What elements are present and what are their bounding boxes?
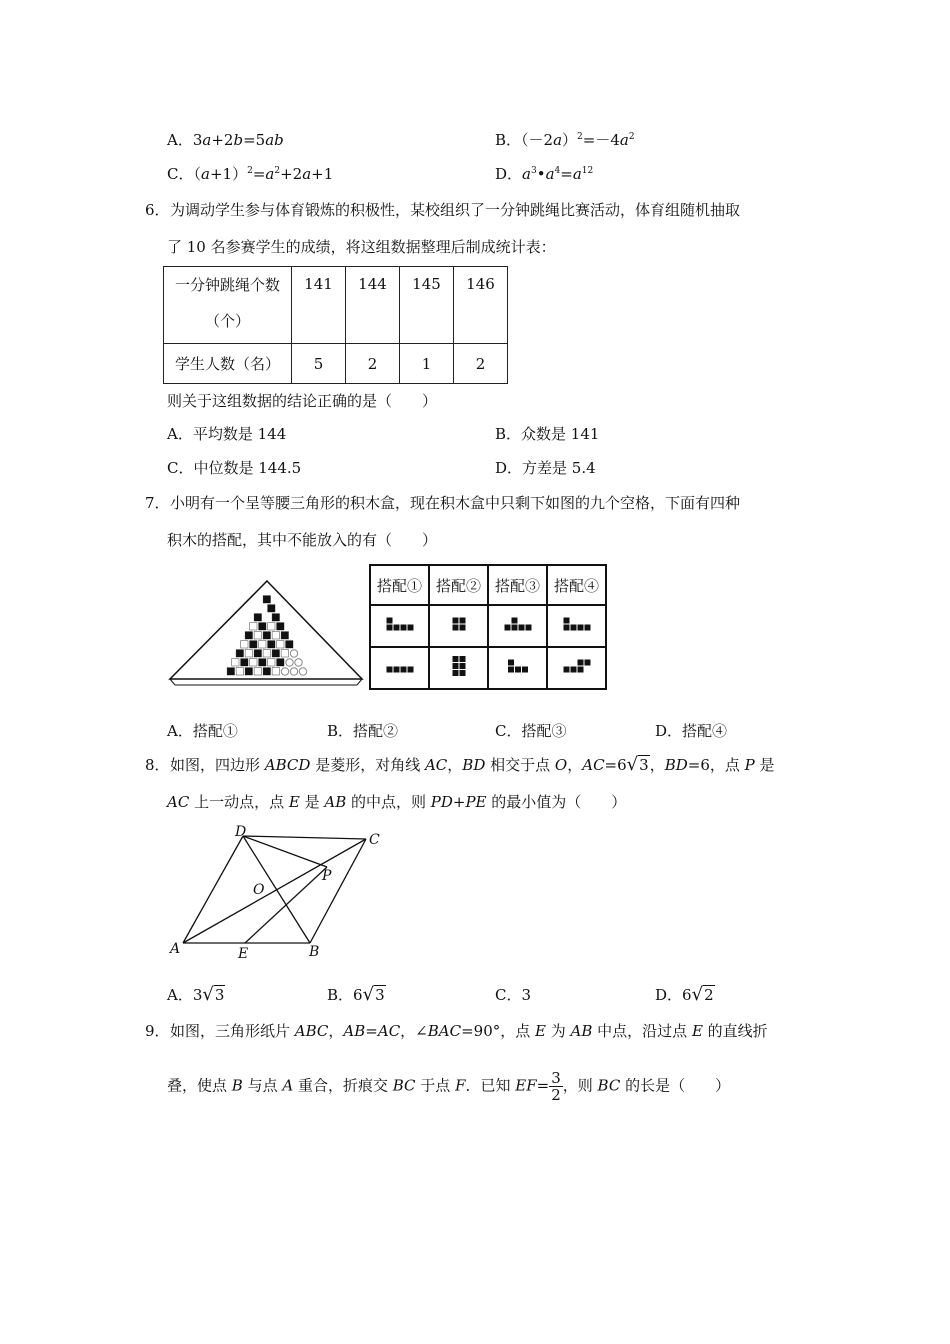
- pairing-3-piece-b: [488, 647, 547, 689]
- label-b: B: [309, 944, 320, 960]
- q8-option-a: A．3√3: [167, 984, 225, 1005]
- q5-option-c: C．$(a+1)^2=a^2+2a+1$: [167, 165, 334, 183]
- block-cell: [254, 632, 261, 639]
- piece-cell: [511, 625, 517, 631]
- piece-cell: [570, 625, 576, 631]
- block-cell: [263, 632, 270, 639]
- q6-option-a: A．平均数是 144: [167, 425, 287, 443]
- pairing-table: [369, 564, 607, 690]
- label-c: C: [369, 832, 380, 848]
- piece-cell: [393, 625, 399, 631]
- table-cell: 146: [454, 267, 508, 344]
- block-cell: [259, 623, 266, 630]
- pairing-header-1: 搭配①: [370, 565, 429, 605]
- block-cell: [263, 650, 270, 657]
- rhombus-figure: [165, 822, 395, 962]
- label-o: O: [253, 882, 265, 898]
- q7-line1: 小明有一个呈等腰三角形的积木盒，现在积木盒中只剩下如图的九个空格，下面有四种: [170, 494, 741, 512]
- piece-cell: [584, 660, 590, 666]
- block-cell: [268, 605, 275, 612]
- piece-cell: [393, 667, 399, 673]
- table-cell: 5: [292, 344, 346, 384]
- q7-option-d: D．搭配④: [655, 722, 728, 740]
- pairing-3-piece-a: [488, 605, 547, 647]
- piece-cell: [452, 656, 458, 662]
- q5-option-a: A．3a+2b=5ab: [167, 131, 284, 149]
- piece-cell: [584, 625, 590, 631]
- piece-cell: [386, 618, 392, 624]
- pairing-2-piece-a: [429, 605, 488, 647]
- piece-cell: [400, 625, 406, 631]
- piece-cell: [563, 625, 569, 631]
- label-a: A: [170, 941, 181, 957]
- piece-cell: [459, 656, 465, 662]
- q6-number: 6．: [145, 201, 170, 219]
- block-cell: [268, 623, 275, 630]
- sqrt-3: √3: [626, 754, 649, 775]
- empty-cell: [295, 659, 302, 666]
- block-cell: [241, 641, 248, 648]
- piece-cell: [459, 618, 465, 624]
- table-cell: 145: [400, 267, 454, 344]
- pairing-4-piece-a: [547, 605, 606, 647]
- block-cell: [281, 632, 288, 639]
- piece-cell: [577, 667, 583, 673]
- block-cell: [272, 668, 279, 675]
- piece-cell: [386, 667, 392, 673]
- q9-line2: 叠，使点 B 与点 A 重合，折痕交 BC 于点 F．已知 EF= $\frac{3}{2}$ ，则 BC 的长是（ ）: [167, 1069, 731, 1104]
- q9-number: 9．: [145, 1022, 170, 1040]
- block-cell: [245, 668, 252, 675]
- q7-option-b: B．搭配②: [327, 722, 399, 740]
- piece-cell: [459, 670, 465, 676]
- block-cell: [286, 641, 293, 648]
- block-cell: [281, 650, 288, 657]
- piece-cell: [563, 618, 569, 624]
- block-cell: [227, 668, 234, 675]
- piece-cell: [504, 625, 510, 631]
- piece-cell: [452, 625, 458, 631]
- q7-option-a: A．搭配①: [167, 722, 238, 740]
- fraction-3-2: $\frac{3}{2}$: [551, 1069, 561, 1104]
- q7-line2: 积木的搭配，其中不能放入的有（ ）: [167, 531, 438, 549]
- q6-option-d: D．方差是 5.4: [495, 459, 596, 477]
- block-cell: [259, 659, 266, 666]
- table-header-count: 一分钟跳绳个数 （个）: [164, 267, 292, 344]
- pairing-header-3: 搭配③: [488, 565, 547, 605]
- table-cell: 2: [346, 344, 400, 384]
- block-cell: [232, 659, 239, 666]
- block-box-figure: [165, 575, 365, 687]
- block-cell: [241, 659, 248, 666]
- pairing-header-2: 搭配②: [429, 565, 488, 605]
- piece-cell: [577, 625, 583, 631]
- piece-cell: [508, 660, 514, 666]
- piece-cell: [459, 663, 465, 669]
- label-d: D: [235, 824, 247, 840]
- block-cell: [263, 596, 270, 603]
- q6-question: 则关于这组数据的结论正确的是（ ）: [167, 392, 438, 410]
- q8-option-d: D．6√2: [655, 984, 714, 1005]
- piece-cell: [522, 667, 528, 673]
- piece-cell: [452, 618, 458, 624]
- piece-cell: [563, 667, 569, 673]
- block-cell: [236, 668, 243, 675]
- q8-option-b: B．6√3: [327, 984, 385, 1005]
- block-cell: [268, 641, 275, 648]
- piece-cell: [459, 625, 465, 631]
- piece-cell: [452, 670, 458, 676]
- piece-cell: [386, 625, 392, 631]
- empty-cell: [290, 650, 297, 657]
- piece-cell: [407, 625, 413, 631]
- q8-number: 8．: [145, 756, 170, 774]
- block-cell: [245, 650, 252, 657]
- pairing-1-piece-a: [370, 605, 429, 647]
- q6-line1: 为调动学生参与体育锻炼的积极性，某校组织了一分钟跳绳比赛活动，体育组随机抽取: [170, 201, 741, 219]
- q8-option-c: C．3: [495, 986, 532, 1004]
- piece-cell: [508, 667, 514, 673]
- block-cell: [250, 641, 257, 648]
- pairing-1-piece-b: [370, 647, 429, 689]
- piece-cell: [407, 667, 413, 673]
- q6-line2: 了 10 名参赛学生的成绩，将这组数据整理后制成统计表：: [167, 238, 556, 256]
- table-cell: 2: [454, 344, 508, 384]
- empty-cell: [281, 668, 288, 675]
- piece-cell: [511, 618, 517, 624]
- piece-cell: [518, 625, 524, 631]
- piece-cell: [570, 667, 576, 673]
- block-cell: [250, 659, 257, 666]
- q9-line1: 如图，三角形纸片 ABC，AB=AC，∠BAC=90°，点 E 为 AB 中点，沿过点 E 的直线折: [170, 1022, 768, 1040]
- table-cell: 144: [346, 267, 400, 344]
- block-cell: [277, 659, 284, 666]
- q6-option-b: B．众数是 141: [495, 425, 600, 443]
- q5-option-b: B．$(-2a)^2=-4a^2$: [495, 131, 635, 149]
- q5-option-d: D．$a^3•a^4=a^{12}$: [495, 165, 594, 183]
- empty-cell: [290, 668, 297, 675]
- table-cell: 1: [400, 344, 454, 384]
- q8-line2: AC 上一动点，点 E 是 AB 的中点，则 PD+PE 的最小值为（ ）: [167, 793, 627, 811]
- label-e: E: [238, 946, 249, 962]
- q8-line1: 如图，四边形 ABCD 是菱形，对角线 AC，BD 相交于点 O，AC=6√3，BD=6，点 P 是: [170, 754, 775, 775]
- block-cell: [268, 659, 275, 666]
- block-cell: [250, 623, 257, 630]
- q6-option-c: C．中位数是 144.5: [167, 459, 302, 477]
- q7-option-c: C．搭配③: [495, 722, 567, 740]
- piece-cell: [577, 660, 583, 666]
- block-cell: [254, 668, 261, 675]
- block-cell: [254, 650, 261, 657]
- table-header-students: 学生人数（名）: [164, 344, 292, 384]
- block-cell: [277, 641, 284, 648]
- piece-cell: [400, 667, 406, 673]
- label-p: P: [322, 868, 332, 884]
- block-cell: [277, 623, 284, 630]
- piece-cell: [452, 663, 458, 669]
- block-cell: [272, 650, 279, 657]
- pairing-header-4: 搭配④: [547, 565, 606, 605]
- block-cell: [272, 632, 279, 639]
- pairing-2-piece-b: [429, 647, 488, 689]
- piece-cell: [525, 625, 531, 631]
- block-cell: [272, 614, 279, 621]
- pairing-4-piece-b: [547, 647, 606, 689]
- block-cell: [263, 668, 270, 675]
- block-cell: [259, 641, 266, 648]
- block-cell: [245, 632, 252, 639]
- q7-number: 7．: [145, 494, 170, 512]
- piece-cell: [515, 667, 521, 673]
- q6-stat-table: [163, 266, 508, 384]
- block-cell: [236, 650, 243, 657]
- block-cell: [254, 614, 261, 621]
- table-cell: 141: [292, 267, 346, 344]
- empty-cell: [299, 668, 306, 675]
- empty-cell: [286, 659, 293, 666]
